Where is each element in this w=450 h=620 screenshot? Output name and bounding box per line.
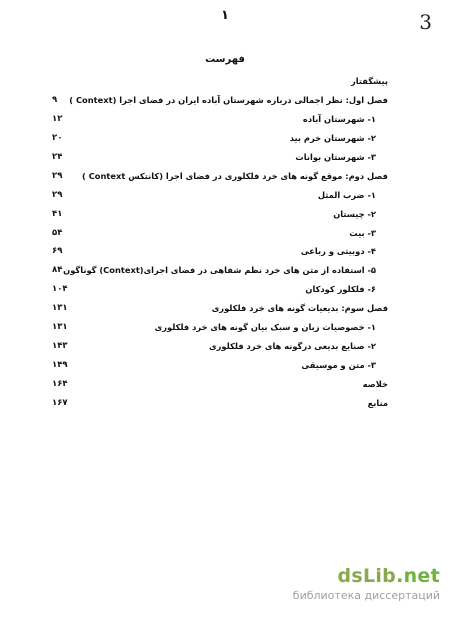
toc-entry-page: ۶۹ xyxy=(52,246,63,257)
toc-entry xyxy=(52,129,388,148)
toc-entry-label: ۵- استفاده از متن های خرد نظم شفاهی در فضای اجرای(Context) گوناگون xyxy=(63,265,376,276)
toc-entry-page: ۲۹ xyxy=(52,170,63,181)
toc-entry xyxy=(52,261,388,280)
toc-entry-page: ۱۲ xyxy=(52,114,63,125)
toc-entry-label: فصل اول: نظر اجمالی درباره شهرستان آباده ایران در فضای اجرا (Context ) xyxy=(69,95,388,106)
toc-entry xyxy=(52,223,388,242)
toc-entry-page: ۱۳۱ xyxy=(52,322,68,333)
watermark-logo xyxy=(293,565,440,587)
toc-entry xyxy=(52,299,388,318)
toc-entry-label: فصل دوم: موقع گونه های خرد فلکلوری در فضای اجرا (کانتکس Context ) xyxy=(82,170,388,181)
toc-entry-label: ۳- بیت xyxy=(349,227,376,238)
toc-entry xyxy=(52,91,388,110)
toc-entry-page: ۱۴۳ xyxy=(52,340,68,351)
toc-entry-page: ۲۴ xyxy=(52,152,63,162)
watermark-logo-suffix: .net xyxy=(396,565,440,587)
toc-entry-label: ۲- صنایع بدیعی درگونه های خرد فلکلوری xyxy=(209,340,376,351)
toc-entry-page: ۵۴ xyxy=(52,227,63,238)
toc-entry xyxy=(52,374,388,393)
toc-entry-page: ۴۱ xyxy=(52,208,63,219)
toc-entry xyxy=(52,393,388,412)
toc-entry-label: پیشگفتار xyxy=(350,76,388,87)
toc-entry-page: ۱۳۱ xyxy=(52,303,68,314)
toc-entry xyxy=(52,318,388,337)
watermark-subtitle: библиотека диссертаций xyxy=(292,589,440,602)
page-number: ۱ xyxy=(221,8,229,23)
toc-entry-label: منابع xyxy=(367,397,388,408)
toc-entry-label: ۱- شهرستان آباده xyxy=(302,114,376,125)
toc-entry-label: خلاصه xyxy=(362,378,388,389)
toc-entry xyxy=(52,185,388,204)
toc-entry-page: ۲۰ xyxy=(52,133,63,144)
toc-entry-label: ۱- خصوصیات زبان و سبک بیان گونه های خرد فلکلوری xyxy=(154,322,376,333)
toc-entry xyxy=(52,242,388,261)
toc-entry xyxy=(52,280,388,299)
toc-entry-label: ۲- چیستان xyxy=(333,208,376,219)
toc-entry-page: ۱۶۷ xyxy=(52,397,68,408)
toc-entry-page: ۱۶۴ xyxy=(52,378,68,389)
toc-entry-page: ۲۹ xyxy=(52,189,63,200)
handwritten-mark: 3 xyxy=(419,10,432,34)
toc-entry xyxy=(52,336,388,355)
watermark-logo-prefix: dsLib xyxy=(337,565,397,587)
toc-entry-label: ۳- متن و موسیقی xyxy=(301,359,376,370)
toc-entry xyxy=(52,355,388,374)
toc-title: فهرست xyxy=(205,54,245,65)
toc-entry-page: ۹ xyxy=(52,95,58,106)
toc-entry xyxy=(52,72,388,91)
toc-entry xyxy=(52,110,388,129)
toc-entry-label: ۳- شهرستان بوانات xyxy=(295,152,376,162)
toc-entry-label: ۲- شهرستان خرم بید xyxy=(289,133,376,144)
watermark xyxy=(293,565,440,602)
toc-entry-label: ۱- ضرب المثل xyxy=(317,189,376,200)
table-of-contents xyxy=(52,72,388,412)
toc-entry-page: ۸۴ xyxy=(52,265,63,276)
toc-entry-label: فصل سوم: بدیعیات گونه های خرد فلکلوری xyxy=(211,303,388,314)
toc-entry-page: ۱۰۴ xyxy=(52,284,68,295)
toc-entry xyxy=(52,204,388,223)
toc-entry-label: ۶- فلکلور کودکان xyxy=(305,284,376,295)
toc-entry-label: ۴- دوبیتی و رباعی xyxy=(300,246,376,257)
toc-entry xyxy=(52,148,388,167)
toc-entry xyxy=(52,166,388,185)
toc-entry-page: ۱۴۹ xyxy=(52,359,68,370)
